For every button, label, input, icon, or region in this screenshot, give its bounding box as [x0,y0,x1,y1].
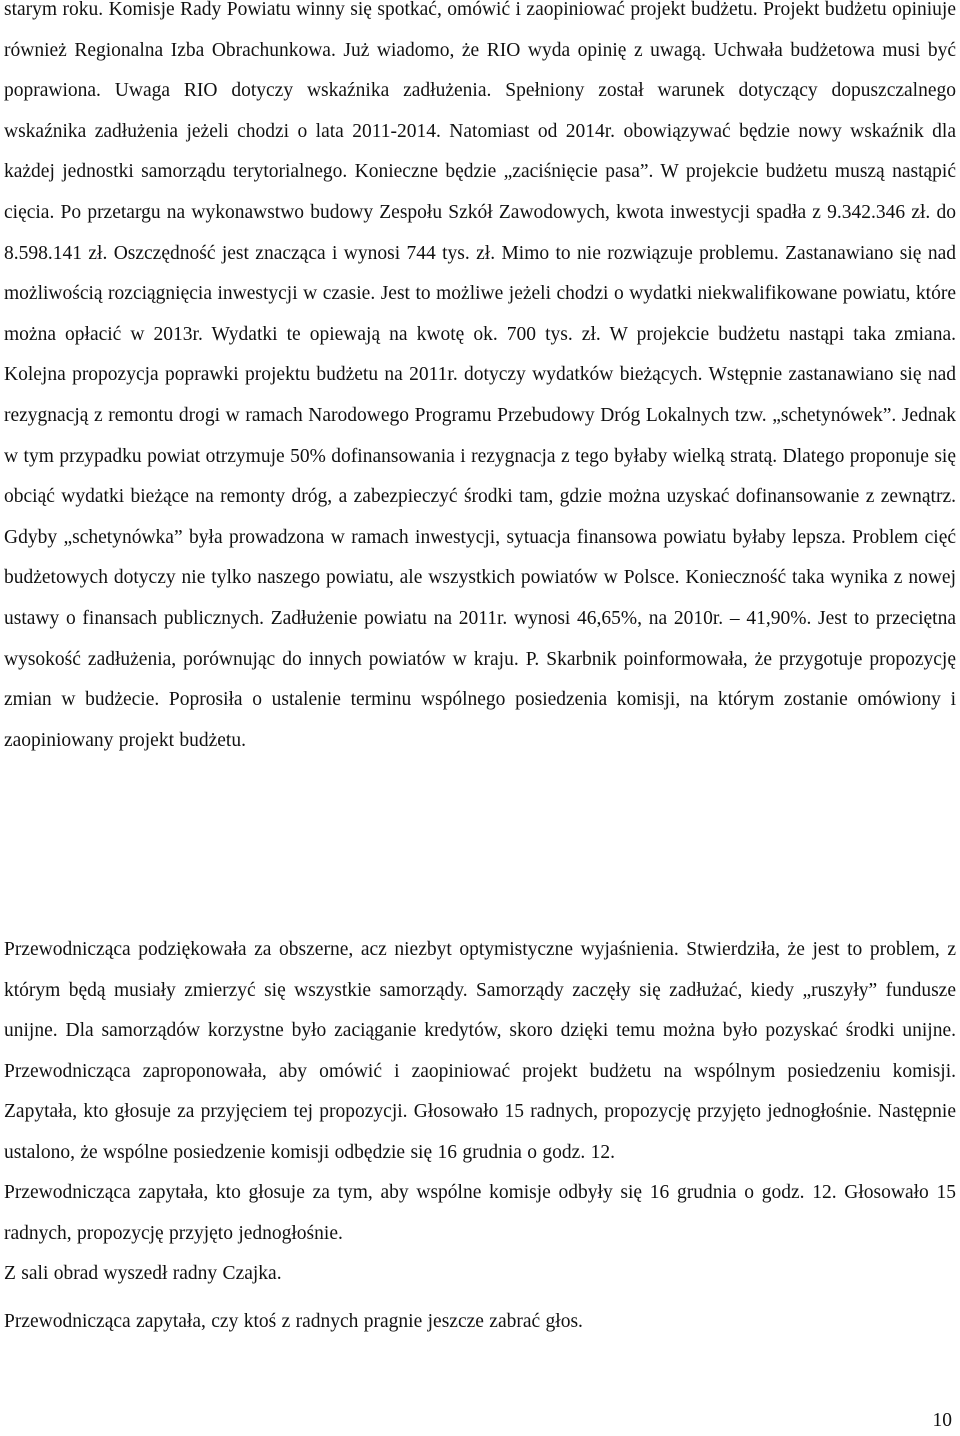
paragraph-text: Przewodnicząca zapytała, kto głosuje za tym, aby wspólne komisje odbyły się 16 grudnia o godz. 12. Głosowało 15 radnych, propozycję przyjęto jednogłośnie. [4,1182,956,1244]
paragraph-text: starym roku. Komisje Rady Powiatu winny się spotkać, omówić i zaopiniować projekt budżetu. Projekt budżetu opiniuje również Regionalna Izba Obrachunkowa. Już wiadomo, że RIO wyda opinię z uwagą. Uchwała budżetowa musi być poprawiona. Uwaga RIO dotyczy wskaźnika zadłużenia. Spełniony został warunek dotyczący dopuszczalnego wskaźnika zadłużenia jeżeli chodzi o lata 2011-2014. Natomiast od 2014r. obowiązywać będzie nowy wskaźnik dla każdej jednostki samorządu terytorialnego. Konieczne będzie „zaciśnięcie pasa”. W projekcie budżetu muszą nastąpić cięcia. Po przetargu na wykonawstwo budowy Zespołu Szkół Zawodowych, kwota inwestycji spadła z 9.342.346 zł. do 8.598.141 zł. Oszczędność jest znacząca i wynosi 744 tys. zł. Mimo to nie rozwiązuje problemu. Zastanawiano się nad możliwością rozciągnięcia inwestycji w czasie. Jest to możliwe jeżeli chodzi o wydatki niekwalifikowane powiatu, które można opłacić w 2013r. Wydatki te opiewają na kwotę ok. 700 tys. zł. W projekcie budżetu nastąpi taka zmiana. Kolejna propozycja poprawki projektu budżetu na 2011r. dotyczy wydatków bieżących. Wstępnie zastanawiano się nad rezygnacją z remontu drogi w ramach Narodowego Programu Przebudowy Dróg Lokalnych tzw. „schetynówek”. Jednak w tym przypadku powiat otrzymuje 50% dofinansowania i rezygnacja z tego byłaby wielką stratą. Dlatego proponuje się obciąć wydatki bieżące na remonty dróg, a zabezpieczyć środki tam, gdzie można uzyskać dofinansowanie z zewnątrz. Gdyby „schetynówka” była prowadzona w ramach inwestycji, sytuacja finansowa powiatu byłaby lepsza. Problem cięć budżetowych dotyczy nie tylko naszego powiatu, ale wszystkich powiatów w Polsce. Konieczność taka wynika z nowej ustawy o finansach publicznych. Zadłużenie powiatu na 2011r. wynosi 46,65%, na 2010r. – 41,90%. Jest to przeciętna wysokość zadłużenia, porównując do innych powiatów w kraju. P. Skarbnik poinformowała, że przygotuje propozycję zmian w budżecie. Poprosiła o ustalenie terminu wspólnego posiedzenia komisji, na którym zostanie omówiony i zaopiniowany projekt budżetu. [4,0,956,751]
paragraph-chair-response [4,930,956,1174]
paragraph-text: Przewodnicząca podziękowała za obszerne, acz niezbyt optymistyczne wyjaśnienia. Stwierdziła, że jest to problem, z którym będą musiały zmierzyć się wszystkie samorządy. Samorządy zaczęły się zadłużać, kiedy „ruszyły” fundusze unijne. Dla samorządów korzystne było zaciąganie kredytów, skoro dzięki temu można było pozyskać środki unijne. Przewodnicząca zaproponowała, aby omówić i zaopiniować projekt budżetu na wspólnym posiedzeniu komisji. Zapytała, kto głosuje za przyjęciem tej propozycji. Głosowało 15 radnych, propozycję przyjęto jednogłośnie. Następnie ustalono, że wspólne posiedzenie komisji odbędzie się 16 grudnia o godz. 12. [4,939,956,1163]
paragraph-chair-question [4,1302,956,1342]
paragraph-councillor-left [4,1254,956,1294]
paragraph-text: Z sali obrad wyszedł radny Czajka. [4,1263,282,1284]
paragraph-budget-explanation [4,0,956,761]
paragraph-text: Przewodnicząca zapytała, czy ktoś z radnych pragnie jeszcze zabrać głos. [4,1311,583,1332]
paragraph-vote-joint-committee [4,1173,956,1254]
page-number: 10 [932,1410,952,1431]
